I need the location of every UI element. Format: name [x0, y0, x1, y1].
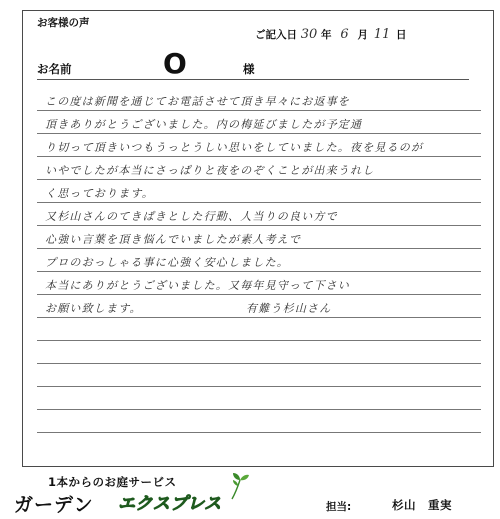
- message-line: この度は新聞を通じてお電話させて頂き早々にお返事を: [45, 95, 350, 108]
- ruled-line: [37, 248, 481, 249]
- ruled-line: [37, 271, 481, 272]
- message-line: お願い致します。 有難う杉山さん: [45, 302, 332, 315]
- customer-voice-label: お客様の声: [37, 17, 90, 29]
- date-day-unit: 日: [396, 29, 407, 41]
- message-line: 本当にありがとうございました。又毎年見守って下さい: [45, 279, 350, 292]
- ruled-line: [37, 179, 481, 180]
- date-year-unit: 年: [321, 29, 332, 41]
- ruled-line: [37, 432, 481, 433]
- company-footer: [0, 470, 500, 519]
- message-line: 心強い言葉を頂き悩んでいましたが素人考えで: [45, 233, 302, 246]
- message-line: 頂きありがとうございました。内の梅延びましたが予定通: [45, 118, 363, 131]
- brand-accent-text: エクスプレス: [118, 494, 222, 514]
- ruled-line: [37, 317, 481, 318]
- message-line: いやでしたが本当にさっぱりと夜をのぞくことが出来うれし: [45, 164, 375, 177]
- ruled-line: [37, 133, 481, 134]
- date-label: ご記入日: [255, 29, 297, 41]
- honorific-label: 様: [243, 62, 255, 76]
- handwritten-message-area: [37, 87, 481, 457]
- ruled-line: [37, 110, 481, 111]
- message-line: プロのおっしゃる事に心強く安心しました。: [45, 256, 289, 269]
- customer-name-value: O: [163, 47, 187, 80]
- ruled-line: [37, 294, 481, 295]
- date-month-value: 6: [340, 27, 349, 42]
- form-header: [23, 11, 493, 79]
- ruled-line: [37, 202, 481, 203]
- date-day-value: 11: [373, 27, 391, 42]
- staff-name: 杉山 重実: [392, 498, 452, 512]
- ruled-line: [37, 340, 481, 341]
- ruled-line: [37, 225, 481, 226]
- message-line: り切って頂きいつもうっとうしい思いをしていました。夜を見るのが: [45, 141, 424, 154]
- date-month-unit: 月: [357, 29, 368, 41]
- message-line: 又杉山さんのてきぱきとした行動、人当りの良い方で: [45, 210, 338, 223]
- ruled-line: [37, 363, 481, 364]
- entry-date: [255, 27, 407, 42]
- service-tagline: 1本からのお庭サービス: [48, 475, 177, 489]
- ruled-line: [37, 386, 481, 387]
- customer-name-row: [37, 47, 469, 80]
- name-label: お名前: [37, 62, 72, 76]
- staff-label: 担当:: [326, 501, 352, 513]
- feedback-form-card: [22, 10, 494, 467]
- date-year-value: 30: [300, 27, 318, 42]
- sprout-icon: [228, 472, 250, 500]
- ruled-line: [37, 409, 481, 410]
- brand-name: ガーデン: [14, 494, 94, 516]
- ruled-line: [37, 156, 481, 157]
- message-line: く思っております。: [45, 187, 154, 200]
